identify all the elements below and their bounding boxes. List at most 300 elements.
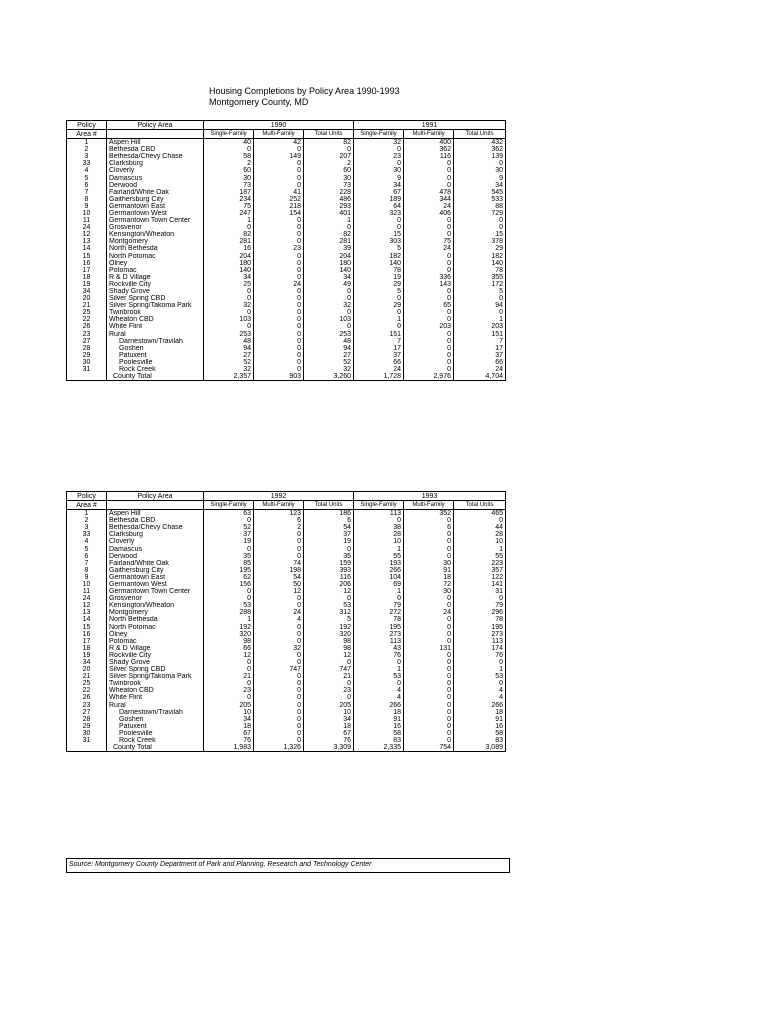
policy-area-number: 34: [67, 288, 107, 295]
single-family-value: 23: [204, 687, 254, 694]
multi-family-value: 154: [254, 210, 304, 217]
single-family-value: 0: [354, 224, 404, 231]
single-family-value: 52: [204, 524, 254, 531]
single-family-value: 234: [204, 196, 254, 203]
single-family-value: 266: [354, 702, 404, 709]
multi-family-value: 252: [254, 196, 304, 203]
table-row: [67, 182, 506, 189]
table-row: [67, 631, 506, 638]
multi-family-value: 478: [404, 189, 454, 196]
policy-area-num-header: Area #: [67, 130, 107, 139]
multi-family-value: 6: [404, 524, 454, 531]
policy-area-number: 12: [67, 602, 107, 609]
total-units-value: 1: [454, 666, 506, 673]
multi-family-value: 0: [404, 553, 454, 560]
single-family-value: 2,357: [204, 373, 254, 381]
single-family-value: 83: [354, 737, 404, 744]
total-units-value: 465: [454, 510, 506, 518]
policy-area-number: 3: [67, 153, 107, 160]
multi-family-value: 24: [404, 245, 454, 252]
policy-area-number: 22: [67, 316, 107, 323]
table-row: [67, 281, 506, 288]
single-family-value: 16: [354, 723, 404, 730]
total-units-value: 172: [454, 281, 506, 288]
policy-area-name: Aspen Hill: [107, 510, 204, 518]
policy-area-number: 19: [67, 652, 107, 659]
total-units-value: 4: [454, 687, 506, 694]
policy-area-name: Patuxent: [107, 352, 204, 359]
total-units-value: 0: [304, 323, 354, 330]
policy-area-number: 4: [67, 538, 107, 545]
single-family-value: 182: [354, 253, 404, 260]
single-family-value: 66: [354, 359, 404, 366]
policy-area-name: North Potomac: [107, 624, 204, 631]
total-units-value: 44: [454, 524, 506, 531]
policy-area-number: 18: [67, 274, 107, 281]
policy-area-num-header: Policy: [67, 121, 107, 130]
policy-area-number: 9: [67, 574, 107, 581]
total-units-value: 203: [454, 323, 506, 330]
single-family-value: 195: [204, 567, 254, 574]
multi-family-value: 0: [404, 309, 454, 316]
total-units-value: 116: [304, 574, 354, 581]
policy-area-name: Poolesville: [107, 730, 204, 737]
policy-area-name: Germantown West: [107, 210, 204, 217]
single-family-value: 0: [204, 666, 254, 673]
total-units-value: 3,089: [454, 744, 506, 752]
policy-area-name: Darnestown/Travilah: [107, 709, 204, 716]
total-units-value: 24: [454, 366, 506, 373]
policy-area-name: Rock Creek: [107, 366, 204, 373]
single-family-value: 28: [354, 531, 404, 538]
multi-family-value: 0: [254, 182, 304, 189]
policy-area-name: Germantown Town Center: [107, 588, 204, 595]
total-units-value: 273: [454, 631, 506, 638]
policy-area-number: 21: [67, 302, 107, 309]
policy-area-number: 17: [67, 267, 107, 274]
year-header: 1992: [204, 492, 354, 501]
table-row: [67, 723, 506, 730]
single-family-value: 18: [204, 723, 254, 730]
total-units-value: 37: [454, 352, 506, 359]
multi-family-value: 0: [254, 331, 304, 338]
multi-family-value: 0: [404, 224, 454, 231]
multi-family-value: 0: [404, 260, 454, 267]
single-family-value: 55: [354, 553, 404, 560]
total-units-value: 12: [304, 652, 354, 659]
policy-area-number: 27: [67, 338, 107, 345]
table-row: [67, 260, 506, 267]
table-row: [67, 146, 506, 153]
table-row: [67, 224, 506, 231]
policy-area-number: 8: [67, 196, 107, 203]
table-row: [67, 302, 506, 309]
total-units-value: 312: [304, 609, 354, 616]
total-units-value: 103: [304, 316, 354, 323]
multi-family-value: 0: [404, 709, 454, 716]
policy-area-name: R & D Village: [107, 645, 204, 652]
multi-family-value: 0: [404, 174, 454, 181]
policy-area-name: Potomac: [107, 638, 204, 645]
multi-family-value: 32: [254, 645, 304, 652]
policy-area-name: Bethesda/Chevy Chase: [107, 524, 204, 531]
multi-family-value: 0: [254, 553, 304, 560]
single-family-value: 0: [354, 323, 404, 330]
policy-area-number: 33: [67, 531, 107, 538]
multi-family-value: 0: [254, 602, 304, 609]
single-family-value: 66: [204, 645, 254, 652]
multi-family-value: 0: [404, 366, 454, 373]
single-family-value: 2: [204, 160, 254, 167]
policy-area-name: North Potomac: [107, 253, 204, 260]
multi-family-value: 0: [404, 338, 454, 345]
multi-family-value: 0: [254, 531, 304, 538]
policy-area-header: Policy Area: [107, 121, 204, 130]
total-units-value: 31: [454, 588, 506, 595]
multi-family-value: 0: [404, 231, 454, 238]
single-family-value: 12: [204, 652, 254, 659]
multi-family-value: 406: [404, 210, 454, 217]
single-family-value: 34: [204, 716, 254, 723]
total-units-value: 34: [304, 716, 354, 723]
total-units-value: 32: [304, 366, 354, 373]
single-family-value: 62: [204, 574, 254, 581]
multi-family-value: 0: [254, 345, 304, 352]
total-units-value: 228: [304, 189, 354, 196]
multi-family-value: 0: [254, 146, 304, 153]
total-units-value: 3,309: [304, 744, 354, 752]
single-family-value: 5: [354, 245, 404, 252]
policy-area-number: 8: [67, 567, 107, 574]
total-units-value: 1: [454, 545, 506, 552]
table-row: [67, 730, 506, 737]
policy-area-name: Rock Creek: [107, 737, 204, 744]
single-family-value: 140: [354, 260, 404, 267]
total-units-value: 0: [454, 309, 506, 316]
policy-area-name: Grosvenor: [107, 595, 204, 602]
total-units-value: 206: [304, 581, 354, 588]
policy-area-number: 25: [67, 680, 107, 687]
total-units-value: 88: [454, 203, 506, 210]
table-row: [67, 316, 506, 323]
table-row: [67, 352, 506, 359]
table-row: [67, 709, 506, 716]
multi-family-value: 0: [254, 359, 304, 366]
total-units-value: 141: [454, 581, 506, 588]
multi-family-value: 50: [254, 581, 304, 588]
single-family-value: 1: [204, 217, 254, 224]
multi-family-value: 0: [404, 253, 454, 260]
multi-family-value: 0: [404, 616, 454, 623]
policy-area-number: [67, 744, 107, 752]
policy-area-number: 23: [67, 331, 107, 338]
policy-area-name: Rockville City: [107, 652, 204, 659]
policy-area-number: 28: [67, 716, 107, 723]
total-units-header: Total Units: [304, 130, 354, 139]
table-row: [67, 560, 506, 567]
multi-family-value: 72: [404, 581, 454, 588]
multi-family-value: 0: [254, 723, 304, 730]
multi-family-value: 30: [404, 560, 454, 567]
single-family-value: 1,728: [354, 373, 404, 381]
policy-area-name: Gaithersburg City: [107, 196, 204, 203]
policy-area-name: North Bethesda: [107, 616, 204, 623]
single-family-value: 0: [354, 217, 404, 224]
table-row: [67, 638, 506, 645]
table-row: [67, 323, 506, 330]
multi-family-value: 0: [404, 160, 454, 167]
table-row: [67, 359, 506, 366]
single-family-value: 78: [354, 267, 404, 274]
total-units-value: 52: [304, 359, 354, 366]
total-units-value: 378: [454, 238, 506, 245]
total-units-value: 12: [304, 588, 354, 595]
multi-family-value: 0: [404, 517, 454, 524]
total-units-value: 98: [304, 645, 354, 652]
table-row: [67, 624, 506, 631]
single-family-value: 60: [204, 167, 254, 174]
policy-area-number: 26: [67, 323, 107, 330]
total-units-value: 23: [304, 687, 354, 694]
single-family-value: 0: [354, 295, 404, 302]
multi-family-value: 0: [404, 624, 454, 631]
multi-family-value: 149: [254, 153, 304, 160]
multi-family-value: 0: [404, 288, 454, 295]
single-family-value: 24: [354, 366, 404, 373]
policy-area-name: Shady Grove: [107, 659, 204, 666]
multi-family-value: 0: [254, 167, 304, 174]
table-row: [67, 217, 506, 224]
policy-area-name: Silver Spring/Takoma Park: [107, 673, 204, 680]
total-units-value: 266: [454, 702, 506, 709]
total-units-value: 355: [454, 274, 506, 281]
policy-area-number: 10: [67, 581, 107, 588]
multi-family-value: 0: [254, 702, 304, 709]
table-row: [67, 702, 506, 709]
multi-family-value: 0: [254, 366, 304, 373]
multi-family-value: 336: [404, 274, 454, 281]
policy-area-number: 30: [67, 359, 107, 366]
multi-family-value: 131: [404, 645, 454, 652]
multi-family-header: Multi-Family: [404, 501, 454, 510]
policy-area-number: 5: [67, 174, 107, 181]
single-family-value: 76: [204, 737, 254, 744]
table-row: [67, 602, 506, 609]
single-family-value: 1: [354, 545, 404, 552]
multi-family-value: 0: [404, 545, 454, 552]
multi-family-header: Multi-Family: [254, 501, 304, 510]
policy-area-number: 33: [67, 160, 107, 167]
total-units-value: 159: [304, 560, 354, 567]
multi-family-value: 0: [404, 316, 454, 323]
single-family-value: 7: [354, 338, 404, 345]
single-family-value: 1,983: [204, 744, 254, 752]
policy-area-name: White Flint: [107, 323, 204, 330]
multi-family-value: 0: [254, 694, 304, 701]
total-units-value: 91: [454, 716, 506, 723]
single-family-value: 75: [204, 203, 254, 210]
single-family-value: 288: [204, 609, 254, 616]
policy-area-number: 7: [67, 560, 107, 567]
policy-area-name: Rural: [107, 331, 204, 338]
single-family-value: 2,335: [354, 744, 404, 752]
policy-area-number: 29: [67, 352, 107, 359]
single-family-value: 273: [354, 631, 404, 638]
total-units-value: 0: [454, 295, 506, 302]
policy-area-num-header: Area #: [67, 501, 107, 510]
single-family-value: 40: [204, 139, 254, 147]
total-units-value: 151: [454, 331, 506, 338]
total-units-value: 0: [454, 517, 506, 524]
year-header: 1991: [354, 121, 506, 130]
single-family-value: 195: [354, 624, 404, 631]
single-family-value: 247: [204, 210, 254, 217]
total-units-value: 9: [454, 174, 506, 181]
single-family-value: 43: [354, 645, 404, 652]
total-units-value: 30: [454, 167, 506, 174]
multi-family-value: 0: [254, 338, 304, 345]
multi-family-value: 1,326: [254, 744, 304, 752]
policy-area-number: 2: [67, 517, 107, 524]
multi-family-value: 143: [404, 281, 454, 288]
multi-family-value: 0: [404, 595, 454, 602]
policy-area-name: Germantown Town Center: [107, 217, 204, 224]
multi-family-value: 0: [254, 295, 304, 302]
table-row: [67, 203, 506, 210]
multi-family-header: Multi-Family: [254, 130, 304, 139]
table-row: [67, 338, 506, 345]
policy-area-number: 31: [67, 737, 107, 744]
table-row: [67, 196, 506, 203]
policy-area-name: Derwood: [107, 553, 204, 560]
policy-area-name: Germantown East: [107, 574, 204, 581]
multi-family-value: 12: [254, 588, 304, 595]
multi-family-value: 2: [254, 524, 304, 531]
multi-family-value: 400: [404, 139, 454, 147]
total-units-value: 30: [304, 174, 354, 181]
single-family-value: 0: [204, 694, 254, 701]
policy-area-number: 17: [67, 638, 107, 645]
table-row: [67, 645, 506, 652]
total-units-value: 0: [304, 595, 354, 602]
single-family-value: 0: [204, 146, 254, 153]
total-units-value: 32: [304, 302, 354, 309]
multi-family-value: 42: [254, 139, 304, 147]
multi-family-value: 747: [254, 666, 304, 673]
policy-area-number: 1: [67, 510, 107, 518]
single-family-value: 0: [204, 659, 254, 666]
total-units-value: 19: [304, 538, 354, 545]
completions-table-1990-1991: [66, 120, 506, 381]
multi-family-value: 0: [404, 631, 454, 638]
policy-area-number: 3: [67, 524, 107, 531]
single-family-value: 32: [354, 139, 404, 147]
policy-area-name: Darnestown/Travilah: [107, 338, 204, 345]
single-family-value: 32: [204, 302, 254, 309]
total-units-value: 253: [304, 331, 354, 338]
policy-area-number: 12: [67, 231, 107, 238]
policy-area-number: 15: [67, 253, 107, 260]
total-units-header: Total Units: [454, 130, 506, 139]
total-units-value: 296: [454, 609, 506, 616]
table-row: [67, 673, 506, 680]
policy-area-name: Montgomery: [107, 609, 204, 616]
year-header: 1990: [204, 121, 354, 130]
multi-family-value: 0: [254, 174, 304, 181]
multi-family-value: 352: [404, 510, 454, 518]
total-units-value: 18: [304, 723, 354, 730]
single-family-value: 76: [354, 652, 404, 659]
single-family-value: 0: [354, 680, 404, 687]
multi-family-value: 0: [254, 687, 304, 694]
single-family-value: 204: [204, 253, 254, 260]
multi-family-value: 0: [254, 302, 304, 309]
multi-family-value: 0: [404, 167, 454, 174]
single-family-value: 53: [354, 673, 404, 680]
table-row: [67, 139, 506, 147]
single-family-value: 0: [354, 595, 404, 602]
policy-area-name: White Flint: [107, 694, 204, 701]
single-family-value: 91: [354, 716, 404, 723]
multi-family-value: 0: [254, 538, 304, 545]
table-row: [67, 588, 506, 595]
policy-area-name: Silver Spring CBD: [107, 295, 204, 302]
total-units-value: 180: [304, 260, 354, 267]
multi-family-value: 0: [404, 716, 454, 723]
single-family-value: 187: [204, 189, 254, 196]
multi-family-value: 18: [404, 574, 454, 581]
table-row: [67, 238, 506, 245]
policy-area-number: 11: [67, 217, 107, 224]
policy-area-name: Olney: [107, 631, 204, 638]
total-units-value: 0: [304, 694, 354, 701]
single-family-value: 1: [354, 316, 404, 323]
single-family-value: 25: [204, 281, 254, 288]
policy-area-number: 1: [67, 139, 107, 147]
total-units-value: 113: [454, 638, 506, 645]
multi-family-value: 0: [254, 652, 304, 659]
single-family-value: 0: [354, 517, 404, 524]
total-units-value: 747: [304, 666, 354, 673]
policy-area-name: Fairland/White Oak: [107, 560, 204, 567]
table-row: [67, 574, 506, 581]
policy-area-number: 34: [67, 659, 107, 666]
total-units-value: 98: [304, 638, 354, 645]
total-units-value: 174: [454, 645, 506, 652]
total-units-value: 0: [454, 224, 506, 231]
total-units-value: 53: [304, 602, 354, 609]
single-family-value: 48: [204, 338, 254, 345]
table-row: [67, 295, 506, 302]
total-units-value: 83: [454, 737, 506, 744]
policy-area-name: County Total: [107, 744, 204, 752]
policy-area-number: 27: [67, 709, 107, 716]
single-family-value: 37: [204, 531, 254, 538]
single-family-value: 35: [204, 553, 254, 560]
multi-family-value: 24: [254, 281, 304, 288]
total-units-value: 66: [454, 359, 506, 366]
policy-area-name: Damascus: [107, 545, 204, 552]
policy-area-name: Olney: [107, 260, 204, 267]
total-units-value: 16: [454, 723, 506, 730]
single-family-value: 85: [204, 560, 254, 567]
single-family-value: 104: [354, 574, 404, 581]
total-units-value: 0: [304, 295, 354, 302]
completions-table-1992-1993: [66, 491, 506, 752]
policy-area-number: 9: [67, 203, 107, 210]
policy-area-number: 16: [67, 631, 107, 638]
single-family-value: 15: [354, 231, 404, 238]
